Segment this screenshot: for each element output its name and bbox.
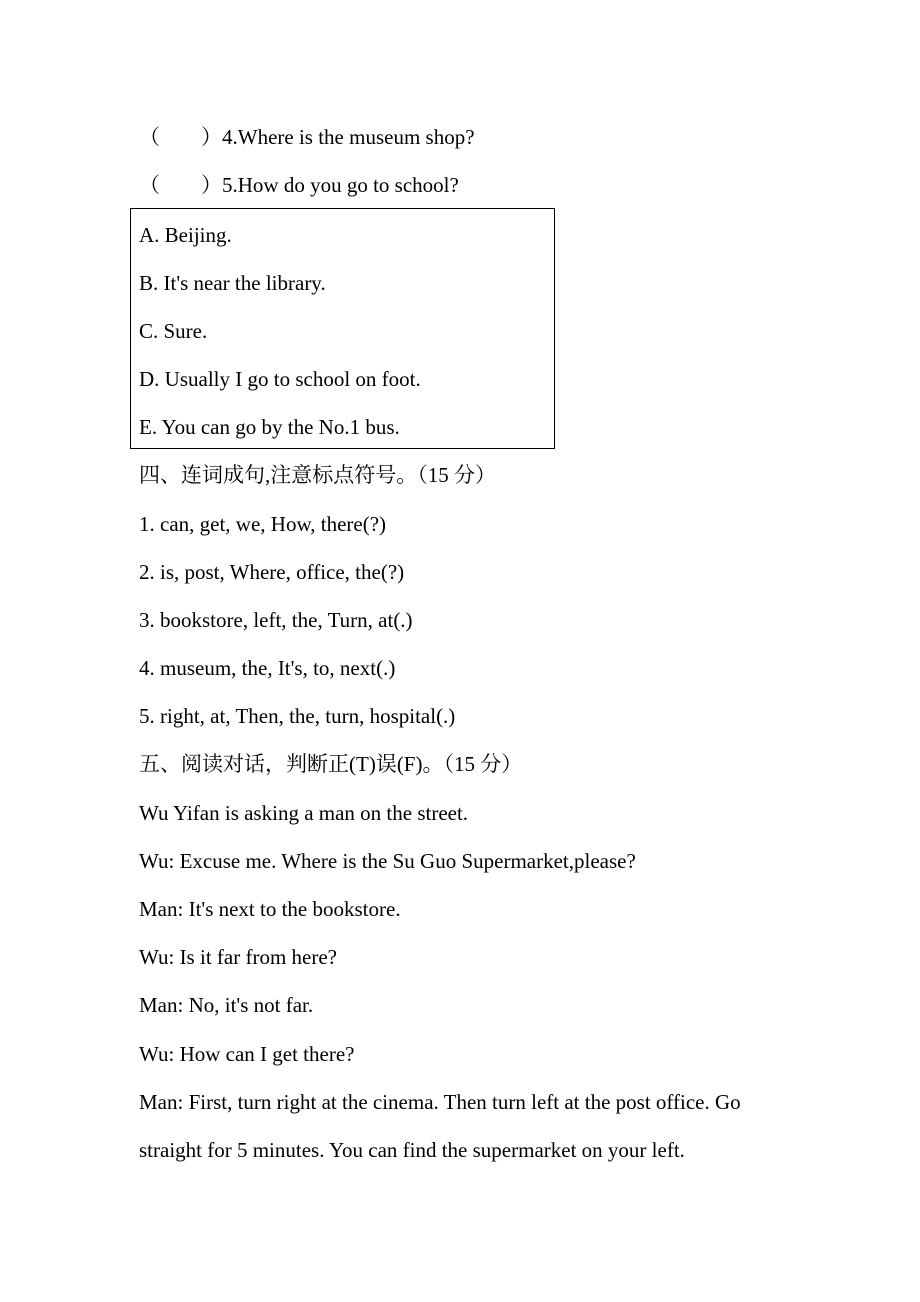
section-4-item-3: 3. bookstore, left, the, Turn, at(.) <box>139 608 413 632</box>
section-4-item-2: 2. is, post, Where, office, the(?) <box>139 560 405 584</box>
section-4-item-4: 4. museum, the, It's, to, next(.) <box>139 656 396 680</box>
section-4-heading: 四、连词成句,注意标点符号。（15 分） <box>139 463 496 487</box>
question-4 <box>139 123 475 151</box>
answer-blank-open: （ <box>139 125 160 149</box>
question-text: 4.Where is the museum shop? <box>222 125 475 149</box>
dialogue-line: Man: First, turn right at the cinema. Then turn left at the post office. Go <box>139 1090 741 1114</box>
options-box <box>130 208 555 449</box>
option-b: B. It's near the library. <box>139 271 326 295</box>
answer-blank-close: ） <box>201 125 222 149</box>
answer-blank-close: ） <box>201 173 222 197</box>
question-text: 5.How do you go to school? <box>222 173 459 197</box>
option-d: D. Usually I go to school on foot. <box>139 367 421 391</box>
dialogue-line: Wu: How can I get there? <box>139 1042 355 1066</box>
dialogue-line: Wu: Excuse me. Where is the Su Guo Supermarket,please? <box>139 849 636 873</box>
answer-blank-open: （ <box>139 173 160 197</box>
dialogue-line: Man: No, it's not far. <box>139 993 314 1017</box>
question-5 <box>139 171 459 199</box>
dialogue-line: Man: It's next to the bookstore. <box>139 897 401 921</box>
dialogue-line: straight for 5 minutes. You can find the supermarket on your left. <box>139 1138 685 1162</box>
dialogue-line: Wu: Is it far from here? <box>139 945 337 969</box>
option-a: A. Beijing. <box>139 223 232 247</box>
section-4-item-5: 5. right, at, Then, the, turn, hospital(.) <box>139 704 456 728</box>
dialogue-intro: Wu Yifan is asking a man on the street. <box>139 801 469 825</box>
option-e: E. You can go by the No.1 bus. <box>139 415 400 439</box>
section-5-heading: 五、阅读对话，判断正(T)误(F)。（15 分） <box>139 752 523 776</box>
option-c: C. Sure. <box>139 319 208 343</box>
section-4-item-1: 1. can, get, we, How, there(?) <box>139 512 387 536</box>
